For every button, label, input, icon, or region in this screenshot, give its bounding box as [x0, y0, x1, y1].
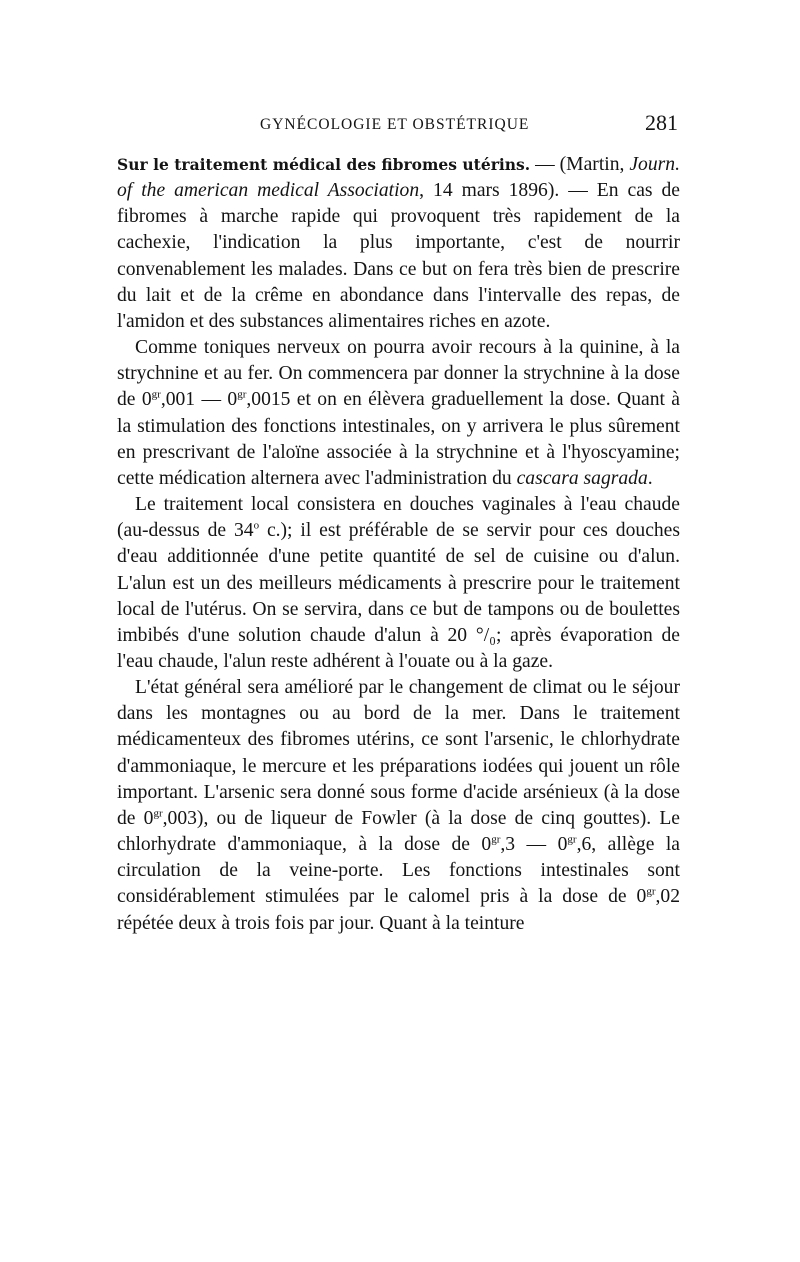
page-number: 281 [645, 110, 678, 135]
paragraph-3-text-a: Le traitement local consistera en douches vaginales à l'eau chaude (au-dessus de 34 [117, 494, 680, 542]
unit-gram: gr [646, 885, 656, 898]
paragraph-4 [117, 675, 680, 937]
paragraph-2-text-c: ,0015 et on en élèvera graduellement la dose. Quant à la stimulation des fonctions intestinales, on y arrivera le plus sûrement en prescrivant de l'aloïne associée à la strychnine et à l'hyoscyamine; cette médication alternera avec l'administration du [117, 389, 680, 489]
unit-gram: gr [567, 833, 577, 846]
unit-gram: gr [491, 833, 501, 846]
paragraph-4-text-d: ,6, allège la circulation de la veine-porte. Les fonctions intestinales sont considérablement stimulées par le calomel pris à la dose de 0 [117, 834, 680, 908]
paragraph-4-text-e: ,02 répétée deux à trois fois par jour. Quant à la teinture [117, 886, 680, 934]
unit-gram: gr [153, 807, 163, 820]
unit-gram: gr [151, 388, 161, 401]
article-attribution: — (Martin, [535, 154, 625, 175]
paragraph-3 [117, 492, 680, 675]
paragraph-1-text: — En cas de fibromes à marche rapide qui provoquent très rapidement de la cachexie, l'indication la plus importante, c'est de nourrir convenablement les malades. Dans ce but on fera très bien de prescrire du lait et de la crême en abondance dans l'intervalle des repas, de l'amidon et des substances alimentaires riches en azote. [117, 180, 680, 332]
paragraph-2 [117, 335, 680, 492]
degree-mark: o [253, 519, 260, 532]
paragraph-4-text-a: L'état général sera amélioré par le changement de climat ou le séjour dans les montagnes ou au bord de la mer. Dans le traitement médicamenteux des fibromes utérins, ce sont l'arsenic, le chlorhydrate d'ammoniaque, le mercure et les préparations iodées qui jouent un rôle important. L'arsenic sera donné sous forme d'acide arsénieux (à la dose de 0 [117, 677, 680, 829]
article-body [117, 152, 680, 937]
running-head [117, 108, 680, 138]
paragraph-1 [117, 152, 680, 335]
paragraph-3-text-b: c.); il est préférable de se servir pour ces douches d'eau additionnée d'une petite quantité de sel de cuisine ou d'alun. L'alun est un des meilleurs médicaments à prescrire pour le traitement local de l'utérus. On se servira, dans ce but de tampons ou de boulettes imbibés d'une solution chaude d'alun à 20 [117, 520, 681, 646]
paragraph-2-text-b: ,001 — 0 [160, 389, 238, 411]
paragraph-4-text-c: ,3 — 0 [500, 834, 568, 856]
journal-name: Journ. of the american medical Association [117, 154, 680, 202]
percent-sign: °/₀ [475, 624, 496, 646]
article-title: Sur le traitement médical des fibromes utérins. [117, 155, 531, 174]
paragraph-4-text-b: ,003), ou de liqueur de Fowler (à la dose de cinq gouttes). Le chlorhydrate d'ammoniaque, à la dose de 0 [117, 807, 680, 856]
unit-gram: gr [237, 388, 247, 401]
running-title: GYNÉCOLOGIE ET OBSTÉTRIQUE [260, 116, 530, 133]
paragraph-2-text-d: . [647, 467, 653, 489]
page [117, 108, 680, 937]
paragraph-2-text-a: Comme toniques nerveux on pourra avoir recours à la quinine, à la strychnine et au fer. On commencera par donner la strychnine à la dose de 0 [117, 337, 680, 411]
cascara-sagrada: cascara sagrada [516, 467, 648, 489]
publication-date: , 14 mars 1896). [419, 180, 560, 202]
paragraph-3-text-c: ; après évaporation de l'eau chaude, l'alun reste adhérent à l'ouate ou à la gaze. [117, 624, 680, 672]
